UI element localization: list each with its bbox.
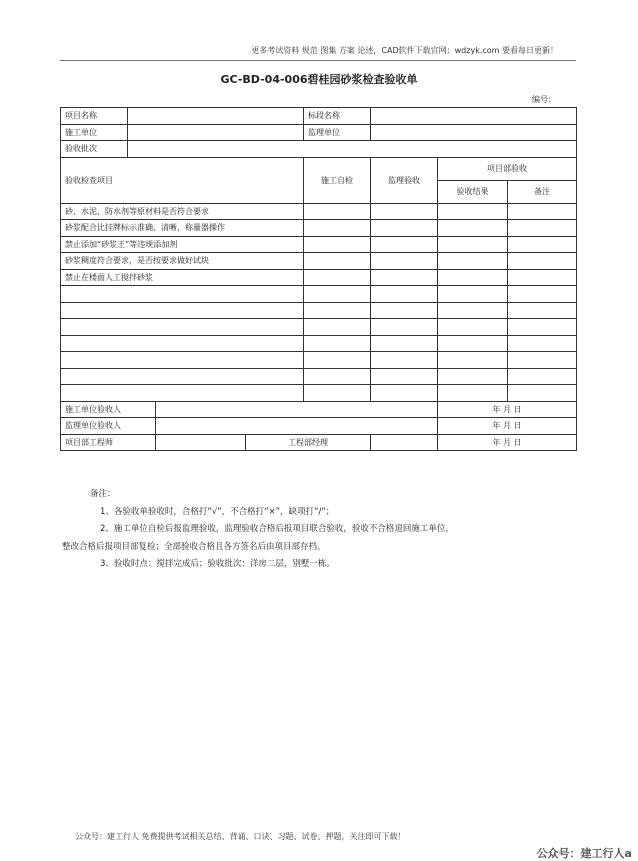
section-name-field[interactable] <box>371 108 577 125</box>
remark-cell[interactable] <box>508 269 577 286</box>
remark-cell[interactable] <box>508 368 577 385</box>
manager-signature-field[interactable] <box>371 434 438 451</box>
remark-cell[interactable] <box>508 385 577 402</box>
col-header-items: 验收检查项目 <box>61 157 304 203</box>
batch-label: 验收批次 <box>61 141 128 158</box>
header-row-1 <box>61 157 577 180</box>
self-check-cell[interactable] <box>304 269 371 286</box>
manager-label: 工程部经理 <box>246 434 371 451</box>
self-check-cell[interactable] <box>304 236 371 253</box>
result-cell[interactable] <box>438 302 508 319</box>
supervisor-check-cell[interactable] <box>371 253 438 270</box>
contractor-sign-date[interactable]: 年 月 日 <box>438 401 577 418</box>
remark-cell[interactable] <box>508 286 577 303</box>
row-project <box>61 108 577 125</box>
col-header-project-group: 项目部验收 <box>438 157 577 180</box>
self-check-cell[interactable] <box>304 203 371 220</box>
batch-field[interactable] <box>128 141 577 158</box>
notes-heading: 备注： <box>90 489 116 499</box>
remark-cell[interactable] <box>508 253 577 270</box>
result-cell[interactable] <box>438 269 508 286</box>
supervisor-check-cell[interactable] <box>371 286 438 303</box>
watermark: 公众号：建工行人a <box>536 847 632 860</box>
result-cell[interactable] <box>438 335 508 352</box>
header-divider <box>60 60 576 61</box>
item-label[interactable] <box>61 385 304 402</box>
engineer-sign-date[interactable]: 年 月 日 <box>438 434 577 451</box>
signature-row <box>61 401 577 418</box>
col-header-self-check: 施工自检 <box>304 157 371 203</box>
result-cell[interactable] <box>438 203 508 220</box>
result-cell[interactable] <box>438 220 508 237</box>
item-row <box>61 385 577 402</box>
item-row <box>61 335 577 352</box>
signature-row <box>61 434 577 451</box>
item-label: 砂浆配合比挂牌标示准确、清晰，称量器操作 <box>61 220 304 237</box>
contractor-label: 施工单位 <box>61 124 128 141</box>
self-check-cell[interactable] <box>304 335 371 352</box>
row-batch <box>61 141 577 158</box>
note-line: 1、各验收单验收时，合格打“√”，不合格打“×”，缺项打“/”； <box>100 506 335 517</box>
item-label[interactable] <box>61 286 304 303</box>
supervisor-check-cell[interactable] <box>371 352 438 369</box>
engineer-signature-field[interactable] <box>156 434 246 451</box>
supervisor-check-cell[interactable] <box>371 319 438 336</box>
self-check-cell[interactable] <box>304 302 371 319</box>
col-header-result: 验收结果 <box>438 180 508 203</box>
item-row <box>61 203 577 220</box>
item-label[interactable] <box>61 319 304 336</box>
project-name-field[interactable] <box>128 108 304 125</box>
self-check-cell[interactable] <box>304 368 371 385</box>
self-check-cell[interactable] <box>304 286 371 303</box>
supervisor-label: 监理单位 <box>304 124 371 141</box>
item-label: 砂、水泥、防水剂等原材料是否符合要求 <box>61 203 304 220</box>
supervisor-check-cell[interactable] <box>371 236 438 253</box>
col-header-remark: 备注 <box>508 180 577 203</box>
doc-number-label: 编号： <box>532 95 556 104</box>
note-line: 整改合格后报项目部复检；全部验收合格且各方签名后由项目部存档。 <box>62 541 326 552</box>
item-label: 禁止添加“砂浆王”等违规添加剂 <box>61 236 304 253</box>
row-units <box>61 124 577 141</box>
item-row <box>61 253 577 270</box>
engineer-label: 项目部工程师 <box>61 434 156 451</box>
supervisor-check-cell[interactable] <box>371 269 438 286</box>
remark-cell[interactable] <box>508 302 577 319</box>
result-cell[interactable] <box>438 385 508 402</box>
item-label[interactable] <box>61 352 304 369</box>
remark-cell[interactable] <box>508 352 577 369</box>
item-label[interactable] <box>61 302 304 319</box>
result-cell[interactable] <box>438 286 508 303</box>
self-check-cell[interactable] <box>304 319 371 336</box>
section-name-label: 标段名称 <box>304 108 371 125</box>
supervisor-sign-date[interactable]: 年 月 日 <box>438 418 577 435</box>
supervisor-check-cell[interactable] <box>371 302 438 319</box>
item-label[interactable] <box>61 368 304 385</box>
supervisor-signer-label: 监理单位验收人 <box>61 418 156 435</box>
remark-cell[interactable] <box>508 220 577 237</box>
remark-cell[interactable] <box>508 236 577 253</box>
self-check-cell[interactable] <box>304 253 371 270</box>
item-row <box>61 286 577 303</box>
inspection-form-table <box>60 107 577 451</box>
result-cell[interactable] <box>438 319 508 336</box>
self-check-cell[interactable] <box>304 352 371 369</box>
note-line: 3、验收时点：搅拌完成后；验收批次：洋房二层，别墅一栋。 <box>100 559 335 569</box>
supervisor-signature-field[interactable] <box>156 418 438 435</box>
col-header-supervisor-check: 监理验收 <box>371 157 438 203</box>
remark-cell[interactable] <box>508 335 577 352</box>
supervisor-check-cell[interactable] <box>371 368 438 385</box>
result-cell[interactable] <box>438 253 508 270</box>
contractor-signature-field[interactable] <box>156 401 438 418</box>
item-row <box>61 269 577 286</box>
supervisor-check-cell[interactable] <box>371 203 438 220</box>
signature-row <box>61 418 577 435</box>
contractor-field[interactable] <box>128 124 304 141</box>
item-row <box>61 236 577 253</box>
item-row <box>61 220 577 237</box>
item-row <box>61 319 577 336</box>
item-label[interactable] <box>61 335 304 352</box>
item-label: 砂浆稠度符合要求，是否按要求做好试块 <box>61 253 304 270</box>
supervisor-field[interactable] <box>371 124 577 141</box>
result-cell[interactable] <box>438 352 508 369</box>
self-check-cell[interactable] <box>304 385 371 402</box>
footer-text: 公众号：建工行人 免费提供考试相关总结、背诵、口诀、习题、试卷、押题，关注即可下载！ <box>75 832 406 841</box>
remark-cell[interactable] <box>508 319 577 336</box>
item-label: 禁止在楼面人工搅拌砂浆 <box>61 269 304 286</box>
contractor-signer-label: 施工单位验收人 <box>61 401 156 418</box>
note-line: 2、施工单位自检后报监理验收，监理验收合格后报项目联合验收，验收不合格退回施工单位， <box>100 524 454 534</box>
header-text: 更多考试资料 规范 图集 方案 论述，CAD软件下载官网：wdzyk.com 要看每日更新！ <box>251 46 558 55</box>
supervisor-check-cell[interactable] <box>371 335 438 352</box>
project-name-label: 项目名称 <box>61 108 128 125</box>
self-check-cell[interactable] <box>304 220 371 237</box>
item-row <box>61 352 577 369</box>
remark-cell[interactable] <box>508 203 577 220</box>
notes-section <box>62 486 570 574</box>
item-row <box>61 302 577 319</box>
result-cell[interactable] <box>438 368 508 385</box>
page-title: GC-BD-04-006碧桂园砂浆检查验收单 <box>220 73 418 86</box>
item-row <box>61 368 577 385</box>
supervisor-check-cell[interactable] <box>371 220 438 237</box>
result-cell[interactable] <box>438 236 508 253</box>
supervisor-check-cell[interactable] <box>371 385 438 402</box>
